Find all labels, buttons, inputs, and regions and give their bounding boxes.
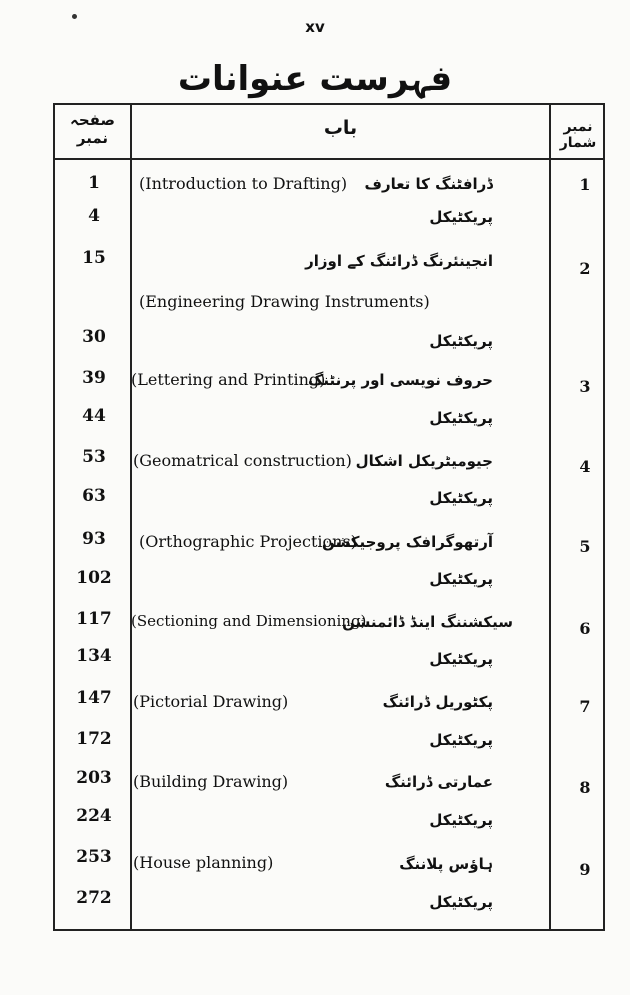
chapter-urdu-title: عمارتی ڈرائنگ <box>384 773 493 791</box>
chapter-urdu-title: حروف نویسی اور پرنٹنگ <box>308 371 493 389</box>
chapter-number: 3 <box>579 377 591 396</box>
practice-page: 30 <box>82 327 106 347</box>
chapter-number: 2 <box>579 259 591 278</box>
chapter-number: 7 <box>579 697 591 716</box>
header-page-number: صفحہ نمبر <box>70 111 115 147</box>
chapter-number: 5 <box>579 537 591 556</box>
column-divider-serial <box>549 105 551 929</box>
chapter-english-title: (Orthographic Projections) <box>139 532 357 551</box>
practice-label: پریکٹیکل <box>429 893 493 911</box>
column-divider-page <box>130 105 132 929</box>
chapter-english-title: (Sectioning and Dimensioning) <box>131 612 367 630</box>
chapter-page: 39 <box>82 368 106 388</box>
chapter-urdu-title: جیومیٹریکل اشکال <box>355 452 493 470</box>
chapter-page: 203 <box>76 768 112 788</box>
practice-label: پریکٹیکل <box>429 208 493 226</box>
chapter-english-title: (Geomatrical construction) <box>133 451 352 470</box>
chapter-page: 93 <box>82 529 106 549</box>
practice-page: 172 <box>76 729 112 749</box>
contents-table <box>53 103 605 931</box>
chapter-page: 15 <box>82 248 106 268</box>
chapter-page: 147 <box>76 688 112 708</box>
practice-page: 4 <box>88 206 100 226</box>
chapter-number: 4 <box>579 457 591 476</box>
chapter-urdu-title: آرتھوگرافک پروجیکشن <box>321 533 493 551</box>
practice-label: پریکٹیکل <box>429 409 493 427</box>
chapter-urdu-title: سیکشننگ اینڈ ڈائمنشن <box>342 613 513 631</box>
chapter-english-title: (Pictorial Drawing) <box>133 692 289 711</box>
chapter-page: 253 <box>76 847 112 867</box>
chapter-english-title: (Engineering Drawing Instruments) <box>139 292 430 311</box>
practice-page: 134 <box>76 646 112 666</box>
header-chapter: باب <box>323 117 358 139</box>
header-divider <box>55 158 603 160</box>
chapter-english-title: (Introduction to Drafting) <box>139 174 348 193</box>
practice-label: پریکٹیکل <box>429 332 493 350</box>
chapter-page: 53 <box>82 447 106 467</box>
chapter-english-title: (House planning) <box>133 853 274 872</box>
chapter-urdu-title: انجینئرنگ ڈرائنگ کے اوزار <box>305 252 493 270</box>
chapter-urdu-title: پکٹوریل ڈرائنگ <box>382 693 493 711</box>
page-number: xv <box>305 18 325 36</box>
chapter-number: 6 <box>579 619 591 638</box>
chapter-urdu-title: ڈرافٹنگ کا تعارف <box>364 175 493 193</box>
practice-page: 44 <box>82 406 106 426</box>
header-serial-number: نمبر شمار <box>559 119 597 151</box>
chapter-english-title: (Lettering and Printing) <box>131 370 326 389</box>
chapter-number: 9 <box>579 860 591 879</box>
chapter-number: 8 <box>579 778 591 797</box>
chapter-urdu-title: ہاؤس پلاننگ <box>399 855 493 873</box>
page-title: فہرست عنوانات <box>177 59 453 99</box>
chapter-page: 117 <box>76 609 112 629</box>
practice-label: پریکٹیکل <box>429 650 493 668</box>
practice-label: پریکٹیکل <box>429 570 493 588</box>
practice-page: 63 <box>82 486 106 506</box>
chapter-english-title: (Building Drawing) <box>133 772 289 791</box>
practice-page: 224 <box>76 806 112 826</box>
chapter-number: 1 <box>579 175 591 194</box>
practice-page: 272 <box>76 888 112 908</box>
practice-label: پریکٹیکل <box>429 811 493 829</box>
practice-label: پریکٹیکل <box>429 731 493 749</box>
practice-label: پریکٹیکل <box>429 489 493 507</box>
practice-page: 102 <box>76 568 112 588</box>
chapter-page: 1 <box>88 173 100 193</box>
